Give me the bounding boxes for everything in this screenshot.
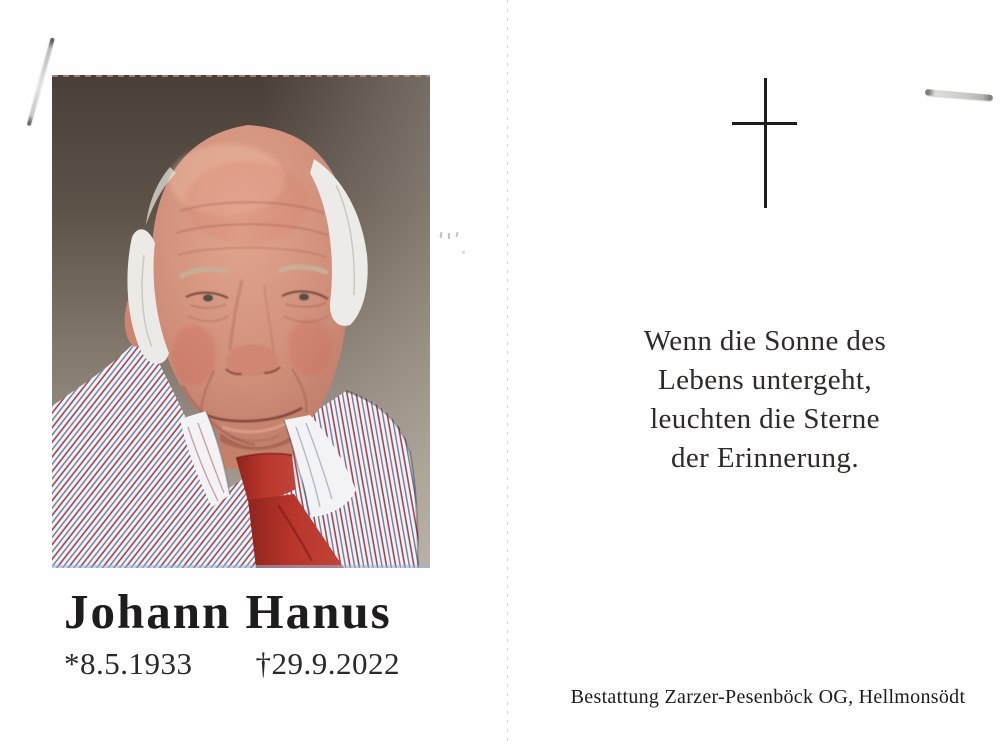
name-block — [64, 586, 464, 682]
poem-line: der Erinnerung. — [671, 442, 859, 474]
cross-vertical-bar — [764, 78, 767, 208]
staple-right — [925, 89, 993, 100]
card-fold-line — [507, 0, 508, 745]
poem-line: Wenn die Sonne des — [643, 325, 887, 357]
poem-line: Lebens untergeht, — [657, 364, 873, 396]
portrait-photo — [52, 75, 430, 568]
pencil-marks — [440, 232, 470, 256]
life-dates — [64, 646, 464, 682]
memorial-poem — [565, 322, 965, 478]
poem-line: leuchten die Sterne — [650, 403, 880, 435]
death-date: †29.9.2022 — [255, 645, 400, 681]
funeral-home-text: Bestattung Zarzer-Pesenböck OG, Hellmonsödt — [570, 686, 966, 708]
staple-left — [27, 37, 55, 126]
cross-horizontal-bar — [732, 122, 797, 125]
deceased-name: Johann Hanus — [64, 584, 392, 639]
photo-scan-edge-bottom — [52, 565, 430, 568]
photo-scan-edge-top — [52, 75, 430, 77]
portrait-illustration — [52, 75, 430, 568]
birth-date: *8.5.1933 — [64, 645, 193, 681]
